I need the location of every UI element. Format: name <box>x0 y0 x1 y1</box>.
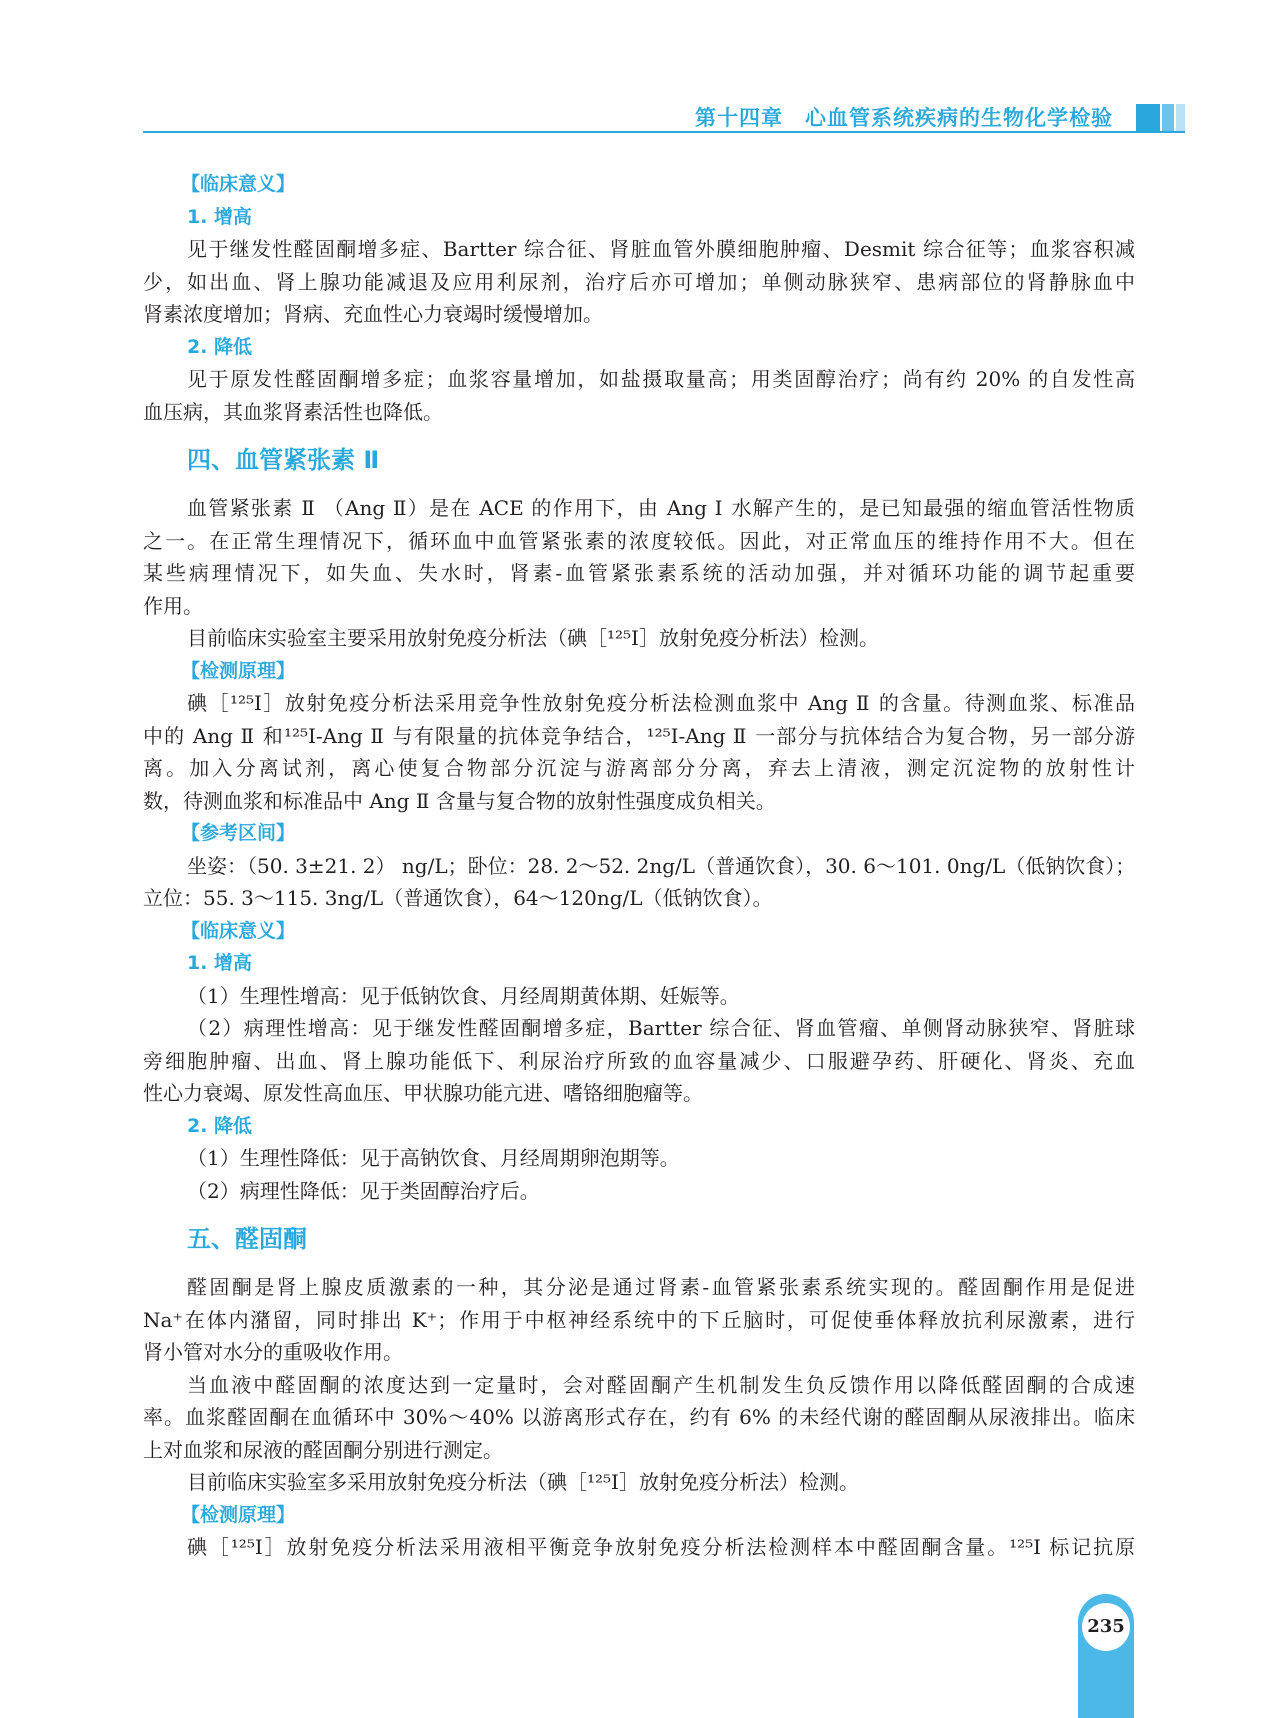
paragraph-line: 作用。 <box>143 593 203 618</box>
paragraph-line: 目前临床实验室多采用放射免疫分析法（碘［¹²⁵I］放射免疫分析法）检测。 <box>187 1470 859 1494</box>
chapter-number: 第十四章 <box>695 106 783 130</box>
header-block <box>1176 104 1185 132</box>
paragraph-line: Na⁺在体内潴留，同时排出 K⁺；作用于中枢神经系统中的下丘脑时，可促使垂体释放抗利尿激素，进行 <box>143 1307 1135 1332</box>
chapter-title: 心血管系统疾病的生物化学检验 <box>805 106 1113 130</box>
sub-heading: 1. 增高 <box>187 952 253 974</box>
paragraph-line: 率。血浆醛固酮在血循环中 30%～40% 以游离形式存在，约有 6% 的未经代谢的醛固酮从尿液排出。临床 <box>143 1405 1135 1429</box>
header-block <box>1162 104 1174 132</box>
paragraph-line: 之一。在正常生理情况下，循环血中血管紧张素的浓度较低。因此，对正常血压的维持作用不大。但在 <box>143 528 1135 553</box>
paragraph-line: （1）生理性增高：见于低钠饮食、月经周期黄体期、妊娠等。 <box>187 983 740 1008</box>
paragraph-line: （1）生理性降低：见于高钠饮食、月经周期卵泡期等。 <box>187 1146 680 1170</box>
paragraph-line: 见于继发性醛固酮增多症、Bartter 综合征、肾脏血管外膜细胞肿瘤、Desmit 综合征等；血浆容积减 <box>187 237 1135 261</box>
paragraph-line: 少，如出血、肾上腺功能减退及应用利尿剂，治疗后亦可增加；单侧动脉狭窄、患病部位的肾静脉血中 <box>143 269 1135 294</box>
sub-heading: 1. 增高 <box>187 205 253 228</box>
paragraph-line: （2）病理性增高：见于继发性醛固酮增多症，Bartter 综合征、肾血管瘤、单侧肾动脉狭窄、肾脏球 <box>187 1016 1135 1040</box>
section-label: 【检测原理】 <box>181 659 296 682</box>
paragraph-line: 碘［¹²⁵I］放射免疫分析法采用液相平衡竞争放射免疫分析法检测样本中醛固酮含量。¹²⁵I 标记抗原 <box>187 1535 1135 1559</box>
paragraph-line: 离。加入分离试剂，离心使复合物部分沉淀与游离部分分离，弃去上清液，测定沉淀物的放射性计 <box>143 756 1135 780</box>
chapter-header <box>695 102 1113 132</box>
paragraph-line: 肾素浓度增加；肾病、充血性心力衰竭时缓慢增加。 <box>143 302 603 326</box>
paragraph-line: 醛固酮是肾上腺皮质激素的一种，其分泌是通过肾素-血管紧张素系统实现的。醛固酮作用是促进 <box>187 1275 1135 1299</box>
paragraph-line: （2）病理性降低：见于类固醇治疗后。 <box>187 1178 540 1203</box>
paragraph-line: 中的 Ang Ⅱ 和¹²⁵I-Ang Ⅱ 与有限量的抗体竞争结合，¹²⁵I-Ang Ⅱ 一部分与抗体结合为复合物，另一部分游 <box>143 723 1135 748</box>
paragraph-line: 上对血浆和尿液的醛固酮分别进行测定。 <box>143 1437 503 1462</box>
page-body <box>143 168 1135 1564</box>
paragraph-line: 血管紧张素 Ⅱ （Ang Ⅱ）是在 ACE 的作用下，由 Ang Ⅰ 水解产生的，是已知最强的缩血管活性物质 <box>187 496 1135 520</box>
paragraph-line: 当血液中醛固酮的浓度达到一定量时，会对醛固酮产生机制发生负反馈作用以降低醛固酮的合成速 <box>187 1372 1135 1397</box>
section-label: 【参考区间】 <box>181 822 296 844</box>
paragraph-line: 肾小管对水分的重吸收作用。 <box>143 1340 403 1364</box>
header-block <box>1136 104 1160 132</box>
paragraph-line: 血压病，其血浆肾素活性也降低。 <box>143 399 443 424</box>
paragraph-line: 立位：55. 3～115. 3ng/L（普通饮食），64～120ng/L（低钠饮食）。 <box>143 886 773 910</box>
section-heading: 五、醛固酮 <box>187 1225 307 1253</box>
section-heading: 四、血管紧张素 Ⅱ <box>187 446 380 474</box>
paragraph-line: 数，待测血浆和标准品中 Ang Ⅱ 含量与复合物的放射性强度成负相关。 <box>143 788 776 813</box>
header-rule <box>143 131 1185 133</box>
paragraph-line: 坐姿：（50. 3±21. 2） ng/L；卧位：28. 2～52. 2ng/L（普通饮食），30. 6～101. 0ng/L（低钠饮食）； <box>187 853 1135 878</box>
paragraph-line: 某些病理情况下，如失血、失水时，肾素-血管紧张素系统的活动加强，并对循环功能的调节起重要 <box>143 561 1135 585</box>
section-label: 【检测原理】 <box>181 1503 296 1526</box>
section-label: 【临床意义】 <box>181 173 296 195</box>
paragraph-line: 目前临床实验室主要采用放射免疫分析法（碘［¹²⁵I］放射免疫分析法）检测。 <box>187 626 879 650</box>
section-label: 【临床意义】 <box>181 919 296 942</box>
sub-heading: 2. 降低 <box>187 1114 253 1137</box>
paragraph-line: 性心力衰竭、原发性高血压、甲状腺功能亢进、嗜铬细胞瘤等。 <box>143 1081 703 1105</box>
page-number: 235 <box>1082 1603 1130 1651</box>
paragraph-line: 见于原发性醛固酮增多症；血浆容量增加，如盐摄取量高；用类固醇治疗；尚有约 20% 的自发性高 <box>187 367 1135 391</box>
paragraph-line: 碘［¹²⁵I］放射免疫分析法采用竞争性放射免疫分析法检测血浆中 Ang Ⅱ 的含量。待测血浆、标准品 <box>187 691 1135 715</box>
sub-heading: 2. 降低 <box>187 335 253 358</box>
paragraph-line: 旁细胞肿瘤、出血、肾上腺功能低下、利尿治疗所致的血容量减少、口服避孕药、肝硬化、肾炎、充血 <box>143 1048 1135 1073</box>
